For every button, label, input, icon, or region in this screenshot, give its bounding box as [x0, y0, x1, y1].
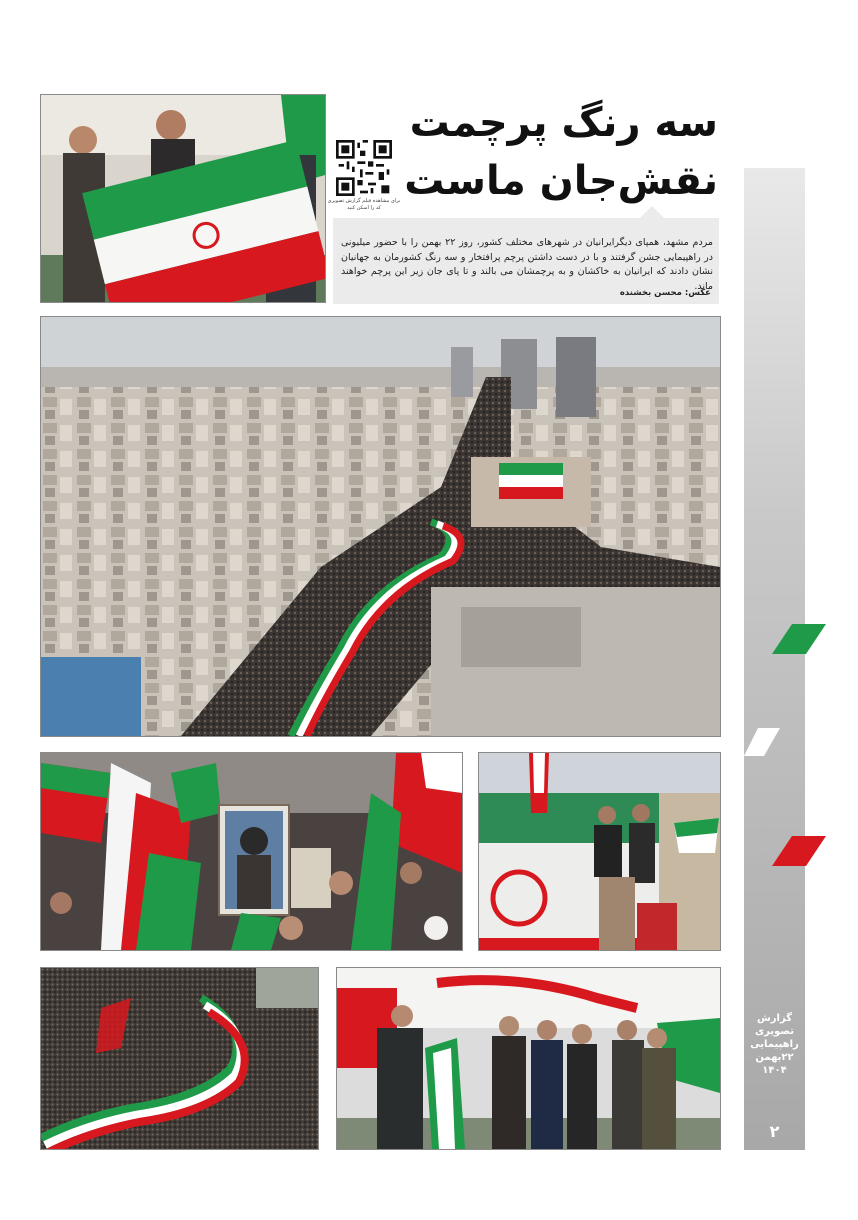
title-line-2: نقش‌جان ماست: [404, 158, 718, 204]
photo-credit: عکس: محسن بخشنده: [619, 288, 711, 298]
photo-boys-under-banner: [336, 967, 721, 1150]
sidebar-caption: [744, 1012, 805, 1077]
caption-line: ۱۴۰۴: [762, 1065, 787, 1076]
qr-code-icon[interactable]: [336, 140, 392, 196]
caption-line: گزارش: [756, 1013, 793, 1024]
photo-boys-with-flag: [40, 94, 326, 303]
article-text-box: [333, 218, 719, 304]
caption-line: ۲۲بهمن: [755, 1052, 794, 1063]
photo-crowd-with-portrait: [40, 752, 463, 951]
caption-line: راهپیمایی: [750, 1039, 799, 1050]
green-parallelogram-icon: [770, 622, 828, 656]
photo-aerial-rally: [40, 316, 721, 737]
qr-caption: برای مشاهده فیلم گزارش تصویری کد را اسکن کنید: [327, 198, 401, 211]
caption-line: تصویری: [754, 1026, 795, 1037]
article-body: مردم مشهد، همپای دیگرایرانیان در شهرهای مختلف کشور، روز ۲۲ بهمن را با حضور میلیونی در راهپیمایی جشن گرفتند و با در دست داشتن پرچم پرافتخار و سه رنگ کشورمان به جهانیان نشان دادند که ایرانیان به خاکشان و به پرچمشان می بالند و تا پای جان زیر این پرچم خواهند ماند.: [341, 237, 714, 292]
white-parallelogram-icon: [742, 726, 782, 758]
page-number: ۲: [769, 1122, 780, 1141]
page-title: [388, 94, 718, 210]
red-parallelogram-icon: [770, 834, 828, 868]
photo-aerial-flag-crowd: [40, 967, 319, 1150]
text-box-notch: [640, 206, 664, 218]
sidebar-strip: [744, 168, 805, 1150]
photo-men-on-wall: [478, 752, 721, 951]
title-line-1: سه رنگ پرچمت: [409, 100, 718, 146]
